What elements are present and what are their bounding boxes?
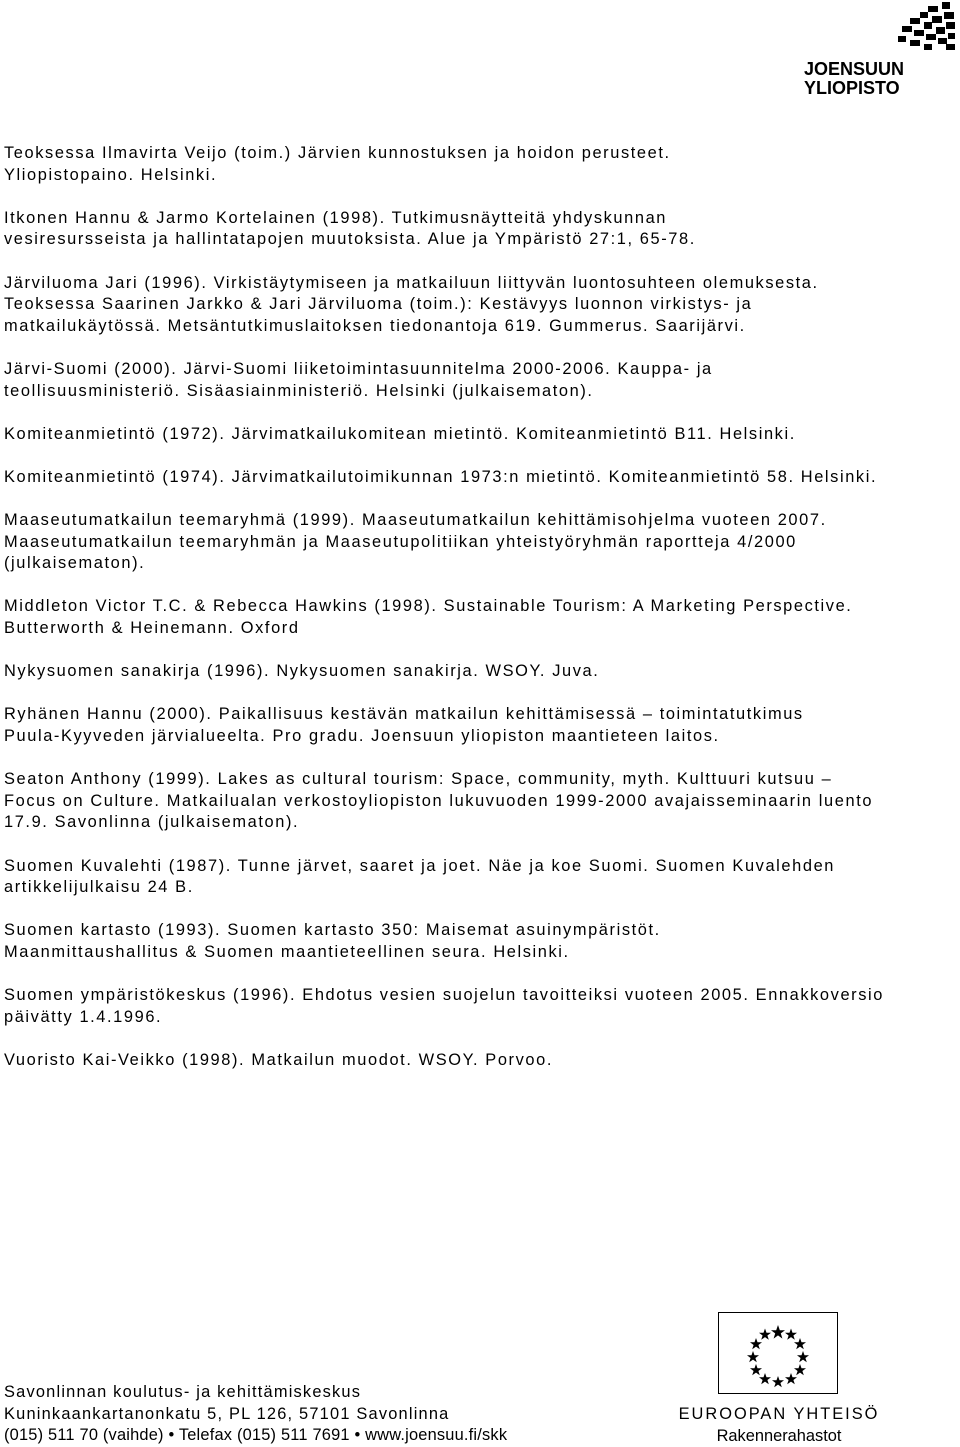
footer-org: Savonlinnan koulutus- ja kehittämiskeskus xyxy=(4,1383,362,1401)
eu-flag-icon xyxy=(718,1312,838,1394)
reference-entry: Komiteanmietintö (1974). Järvimatkailutoimikunnan 1973:n mietintö. Komiteanmietintö 58. Helsinki. xyxy=(4,467,878,486)
reference-entry: Suomen ympäristökeskus (1996). Ehdotus vesien suojelun tavoitteiksi vuoteen 2005. Ennakkoversio päivätty 1.4.1996. xyxy=(4,986,884,1026)
footer-street: Kuninkaankartanonkatu 5, PL 126, 57101 Savonlinna xyxy=(4,1404,450,1423)
eu-subtitle: Rakennerahastot xyxy=(716,1426,842,1445)
eu-title: EUROOPAN YHTEISÖ xyxy=(678,1405,880,1423)
reference-entry: Suomen kartasto (1993). Suomen kartasto 350: Maisemat asuinympäristöt. Maanmittaushallitus & Suomen maantieteellinen seura. Helsinki. xyxy=(4,921,661,961)
reference-entry: Suomen Kuvalehti (1987). Tunne järvet, saaret ja joet. Näe ja koe Suomi. Suomen Kuvalehden artikkelijulkaisu 24 B. xyxy=(4,856,835,897)
reference-entry: Komiteanmietintö (1972). Järvimatkailukomitean mietintö. Komiteanmietintö B11. Helsinki. xyxy=(4,424,796,443)
reference-entry: Järvi-Suomi (2000). Järvi-Suomi liiketoimintasuunnitelma 2000-2006. Kauppa- ja teollisuusministeriö. Sisäasiainministeriö. Helsinki (julkaisematon). xyxy=(4,359,713,400)
reference-list xyxy=(4,143,944,1093)
reference-entry: Järviluoma Jari (1996). Virkistäytymiseen ja matkailuun liittyvän luontosuhteen olemuksesta. Teoksessa Saarinen Jarkko & Jari Järviluoma (toim.): Kestävyys luonnon virkistys- ja matkailukäytössä. Metsäntutkimuslaitoksen tiedonantoja 619. Gummerus. Saarijärvi. xyxy=(4,273,819,335)
logo-text-line1: JOENSUUN xyxy=(804,59,905,79)
reference-entry: Nykysuomen sanakirja (1996). Nykysuomen sanakirja. WSOY. Juva. xyxy=(4,662,600,681)
reference-entry: Itkonen Hannu & Jarmo Kortelainen (1998). Tutkimusnäytteitä yhdyskunnan vesiresursseista ja hallintatapojen muutoksista. Alue ja Ympäristö 27:1, 65-78. xyxy=(4,208,696,249)
reference-entry: Teoksessa Ilmavirta Veijo (toim.) Järvien kunnostuksen ja hoidon perusteet. Yliopistopaino. Helsinki. xyxy=(4,144,671,184)
reference-entry: Maaseutumatkailun teemaryhmä (1999). Maaseutumatkailun kehittämisohjelma vuoteen 2007. Maaseutumatkailun teemaryhmän ja Maaseutupolitiikan yhteistyöryhmän raportteja 4/2000 (julkaisematon). xyxy=(4,511,827,573)
university-logo xyxy=(800,0,960,100)
reference-entry: Seaton Anthony (1999). Lakes as cultural tourism: Space, community, myth. Kulttuuri kutsuu – Focus on Culture. Matkailualan verkostoyliopiston lukuvuoden 1999-2000 avajaisseminaarin luento 17.9. Savonlinna (julkaisematon). xyxy=(4,770,874,832)
footer-address xyxy=(4,1382,507,1447)
eu-caption xyxy=(664,1404,894,1447)
reference-entry: Ryhänen Hannu (2000). Paikallisuus kestävän matkailun kehittämisessä – toimintatutkimus Puula-Kyyveden järvialueelta. Pro gradu. Joensuun yliopiston maantieteen laitos. xyxy=(4,705,804,746)
reference-entry: Vuoristo Kai-Veikko (1998). Matkailun muodot. WSOY. Porvoo. xyxy=(4,1050,553,1069)
logo-text-line2: YLIOPISTO xyxy=(804,78,900,98)
logo-mark-icon xyxy=(898,2,956,52)
reference-entry: Middleton Victor T.C. & Rebecca Hawkins (1998). Sustainable Tourism: A Marketing Perspective. Butterworth & Heinemann. Oxford xyxy=(4,597,853,638)
eu-stars-icon xyxy=(719,1313,837,1393)
footer-contact: (015) 511 70 (vaihde) • Telefax (015) 511 7691 • www.joensuu.fi/skk xyxy=(4,1426,508,1445)
